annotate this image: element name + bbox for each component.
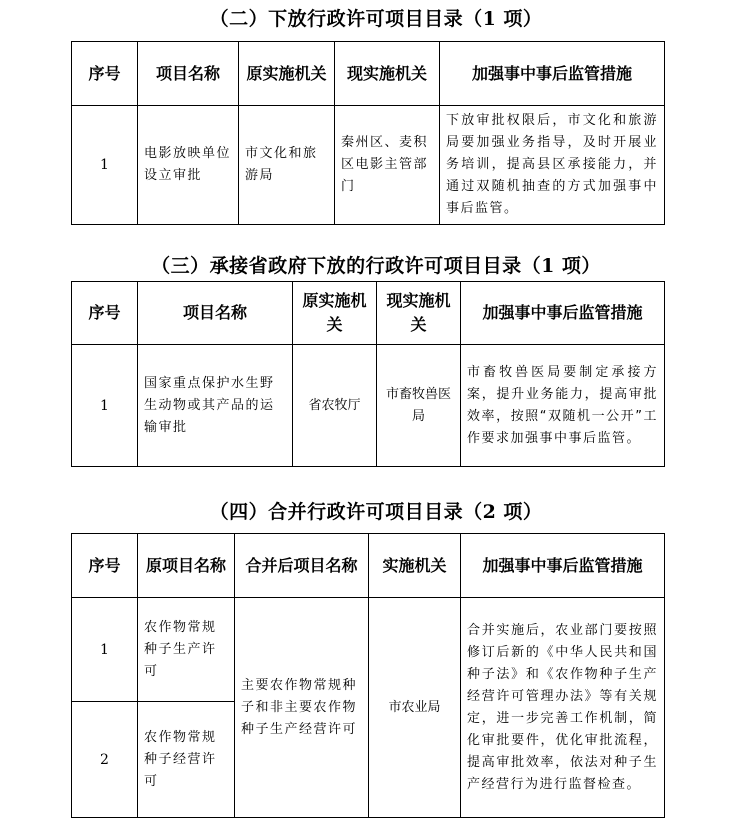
- row-current-agency: 秦州区、麦积区电影主管部门: [335, 106, 440, 225]
- table-row: [72, 598, 665, 702]
- header-index: 序号: [72, 534, 138, 598]
- table-header-row: [72, 42, 665, 106]
- row-index: 1: [72, 345, 138, 467]
- table-section-4: [71, 533, 665, 818]
- header-item-name: 项目名称: [138, 42, 239, 106]
- row-merged-item-name: 主要农作物常规种子和非主要农作物种子生产经营许可: [235, 598, 369, 818]
- section-2-title: （二）下放行政许可项目目录（1 项）: [209, 8, 543, 30]
- header-current-agency: 现实施机关: [335, 42, 440, 106]
- row-measures: 市畜牧兽医局要制定承接方案，提升业务能力，提高审批效率，按照“双随机一公开”工作要求加强事中事后监管。: [461, 345, 665, 467]
- row-item-name: 电影放映单位设立审批: [138, 106, 239, 225]
- table-row: [72, 106, 665, 225]
- header-agency: 实施机关: [369, 534, 461, 598]
- row-current-agency: 市畜牧兽医局: [377, 345, 461, 467]
- table-row: [72, 345, 665, 467]
- header-measures: 加强事中事后监管措施: [461, 534, 665, 598]
- header-item-name: 项目名称: [138, 282, 293, 345]
- header-merged-item-name: 合并后项目名称: [235, 534, 369, 598]
- header-index: 序号: [72, 42, 138, 106]
- row-original-item-name: 农作物常规种子生产许可: [138, 598, 235, 702]
- header-measures: 加强事中事后监管措施: [440, 42, 665, 106]
- table-section-3: [71, 281, 665, 467]
- header-index: 序号: [72, 282, 138, 345]
- header-measures: 加强事中事后监管措施: [461, 282, 665, 345]
- table-section-2: [71, 41, 665, 225]
- row-index: 1: [72, 598, 138, 702]
- header-original-agency: 原实施机关: [293, 282, 377, 345]
- row-index: 1: [72, 106, 138, 225]
- table-header-row: [72, 534, 665, 598]
- row-agency: 市农业局: [369, 598, 461, 818]
- header-current-agency: 现实施机关: [377, 282, 461, 345]
- section-4-title: （四）合并行政许可项目目录（2 项）: [209, 501, 543, 523]
- row-index: 2: [72, 702, 138, 818]
- row-original-agency: 市文化和旅游局: [239, 106, 335, 225]
- row-item-name: 国家重点保护水生野生动物或其产品的运输审批: [138, 345, 293, 467]
- table-header-row: [72, 282, 665, 345]
- row-measures: 下放审批权限后，市文化和旅游局要加强业务指导，及时开展业务培训，提高县区承接能力，并通过双随机抽查的方式加强事中事后监管。: [440, 106, 665, 225]
- header-original-agency: 原实施机关: [239, 42, 335, 106]
- row-original-agency: 省农牧厅: [293, 345, 377, 467]
- header-original-item-name: 原项目名称: [138, 534, 235, 598]
- row-measures: 合并实施后，农业部门要按照修订后新的《中华人民共和国种子法》和《农作物种子生产经营许可管理办法》等有关规定，进一步完善工作机制，简化审批要件，优化审批流程，提高审批效率，依法对种子生产经营行为进行监督检查。: [461, 598, 665, 818]
- row-original-item-name: 农作物常规种子经营许可: [138, 702, 235, 818]
- section-3-title: （三）承接省政府下放的行政许可项目目录（1 项）: [151, 255, 601, 277]
